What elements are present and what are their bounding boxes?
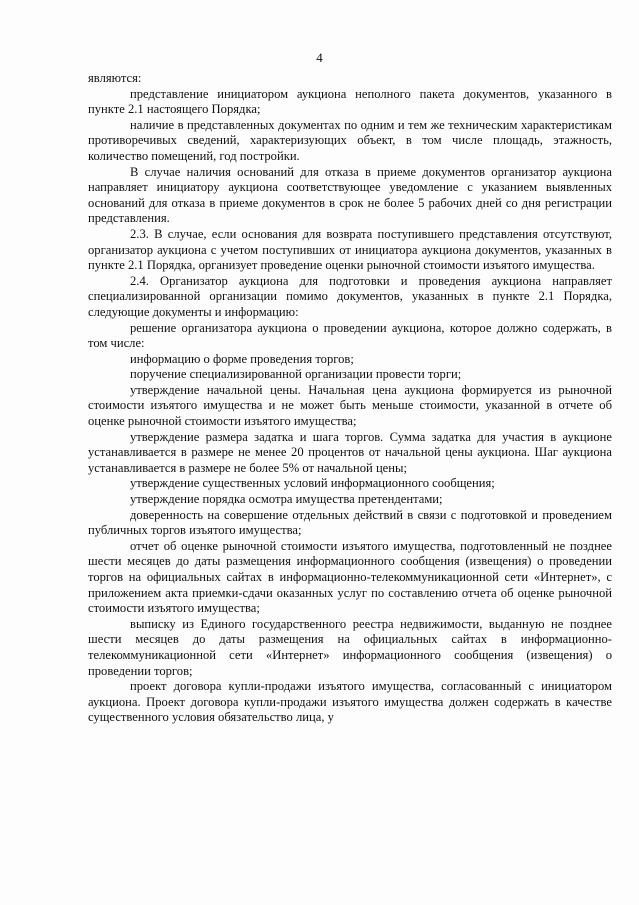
paragraph: решение организатора аукциона о проведении аукциона, которое должно содержать, в том числе: xyxy=(88,320,612,351)
paragraph: доверенность на совершение отдельных действий в связи с подготовкой и проведением публичных торгов изъятого имущества; xyxy=(88,507,612,538)
paragraph: наличие в представленных документах по одним и тем же техническим характеристикам противоречивых сведений, характеризующих объект, в том числе площадь, этажность, количество помещений, год постройки. xyxy=(88,117,612,163)
paragraph: В случае наличия оснований для отказа в приеме документов организатор аукциона направляет инициатору аукциона соответствующее уведомление с указанием выявленных оснований для отказа в приеме документов в срок не более 5 рабочих дней со дня регистрации представления. xyxy=(88,164,612,226)
paragraph: утверждение порядка осмотра имущества претендентами; xyxy=(130,492,443,507)
paragraph: утверждение начальной цены. Начальная цена аукциона формируется из рыночной стоимости изъятого имущества и не может быть меньше стоимости, указанной в отчете об оценке рыночной стоимости изъятого имущества; xyxy=(88,382,612,429)
paragraph: представление инициатором аукциона неполного пакета документов, указанного в пункте 2.1 настоящего Порядка; xyxy=(88,86,612,117)
paragraph: выписку из Единого государственного реестра недвижимости, выданную не позднее шести месяцев до даты размещения на официальных сайтах в информационно-телекоммуникационной сети «Интернет» информационного сообщения (извещения) о проведении торгов; xyxy=(88,616,612,678)
paragraph: 2.3. В случае, если основания для возврата поступившего представления отсутствуют, организатор аукциона с учетом поступивших от инициатора аукциона документов, указанных в пункте 2.1 Порядка, организует проведение оценки рыночной стоимости изъятого имущества. xyxy=(88,226,612,273)
paragraph: информацию о форме проведения торгов; xyxy=(130,351,354,366)
paragraph: утверждение размера задатка и шага торгов. Сумма задатка для участия в аукционе устанавливается в размере не менее 20 процентов от начальной цены аукциона. Шаг аукциона устанавливается в размере не более 5% от начальной цены; xyxy=(88,429,612,475)
page-number: 4 xyxy=(316,50,323,65)
paragraph: проект договора купли-продажи изъятого имущества, согласованный с инициатором аукциона. Проект договора купли-продажи изъятого имущества должен содержать в качестве существенного условия обязательство лица, у xyxy=(88,679,612,725)
paragraph: 2.4. Организатор аукциона для подготовки и проведения аукциона направляет специализированной организации помимо документов, указанных в пункте 2.1 Порядка, следующие документы и информацию: xyxy=(88,273,612,319)
paragraph: отчет об оценке рыночной стоимости изъятого имущества, подготовленный не позднее шести месяцев до даты размещения информационного сообщения (извещения) о проведении торгов на официальных сайтах в информационно-телекоммуникационной сети «Интернет», с приложением акта приемки-сдачи оказанных услуг по составлению отчета об оценке рыночной стоимости изъятого имущества; xyxy=(88,538,612,616)
paragraph: утверждение существенных условий информационного сообщения; xyxy=(130,476,495,491)
paragraph: поручение специализированной организации провести торги; xyxy=(130,367,462,382)
paragraph: являются: xyxy=(88,71,142,85)
document-body xyxy=(88,71,612,726)
